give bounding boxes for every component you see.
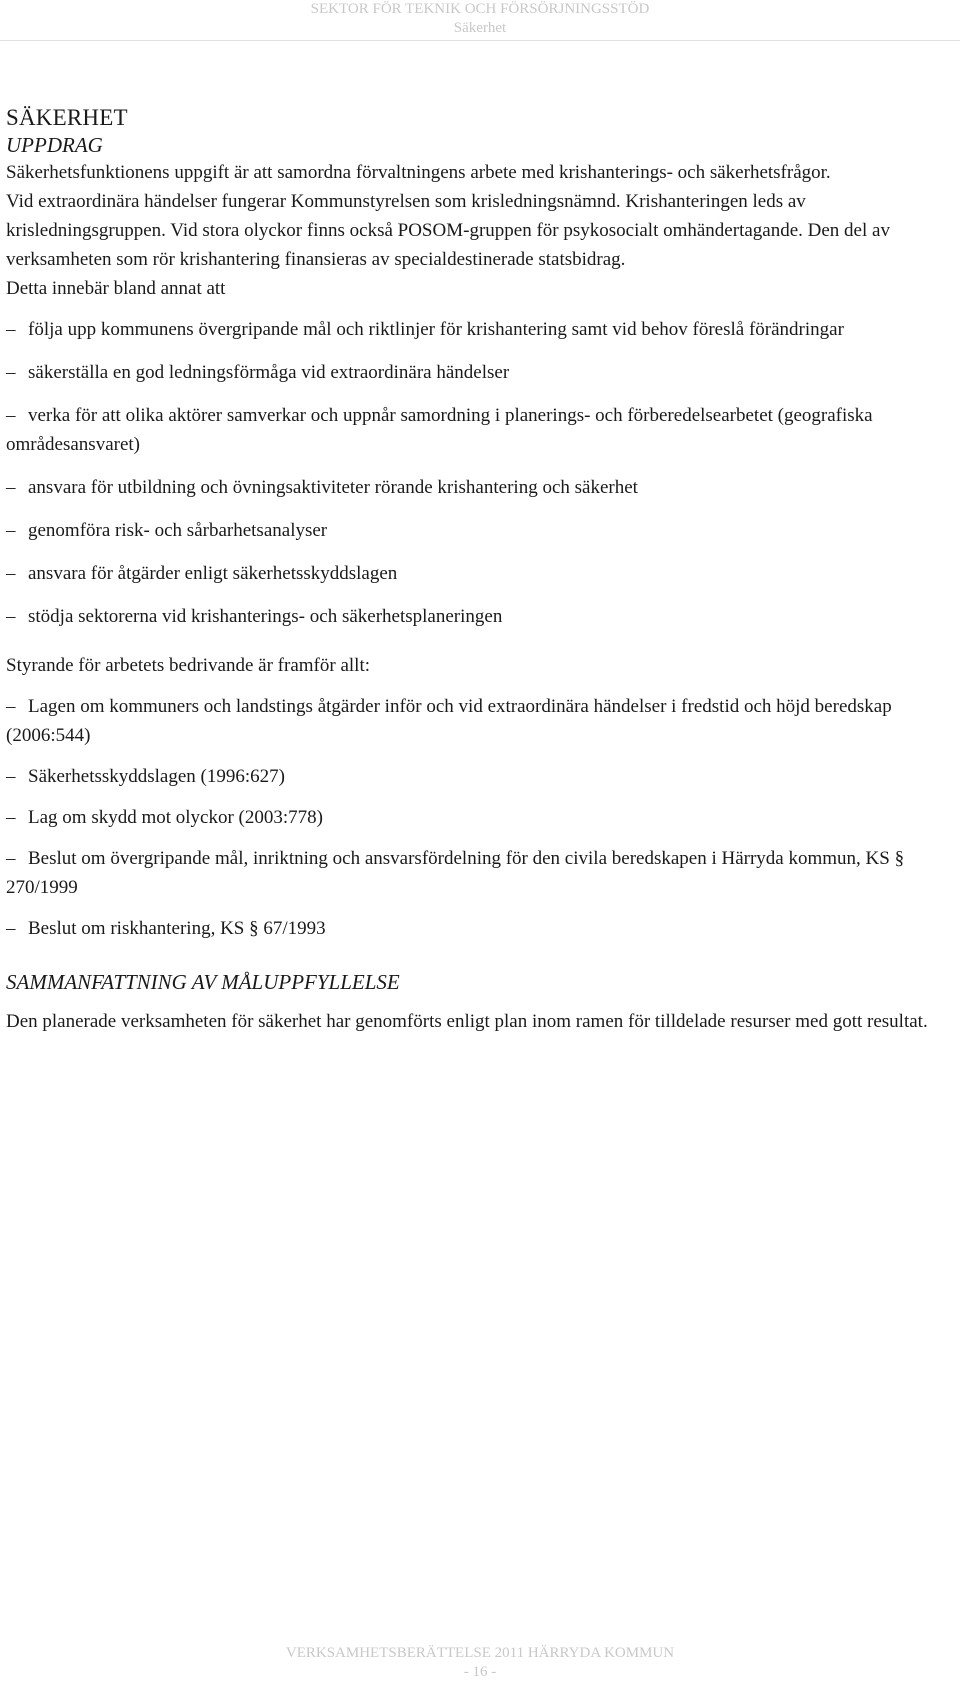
page-header [0,0,960,41]
page-title: SÄKERHET [6,105,128,130]
dash-marker: – [6,362,16,383]
dash-marker: – [6,606,16,627]
dash-marker: – [6,319,16,340]
paragraph-tasks-intro: Detta innebär bland annat att [6,278,226,299]
paragraph-governing-intro: Styrande för arbetets bedrivande är framför allt: [6,655,371,676]
list-item: – Lagen om kommuners och landstings åtgärder inför och vid extraordinära händelser i fredstid och höjd beredskap (2006:544) [6,692,946,750]
list-item: – Beslut om övergripande mål, inriktning och ansvarsfördelning för den civila beredskapen i Härryda kommun, KS § 270/1999 [6,844,946,902]
section-heading-uppdrag: UPPDRAG [6,133,103,157]
task-list [6,315,946,631]
list-item: – Säkerhetsskyddslagen (1996:627) [6,762,946,791]
dash-marker: – [6,766,16,787]
dash-marker: – [6,477,16,498]
dash-marker: – [6,807,16,828]
section-heading-summary: SAMMANFATTNING AV MÅLUPPFYLLELSE [6,970,400,994]
dash-marker: – [6,918,16,939]
header-section: Säkerhet [453,20,507,36]
list-item: – stödja sektorerna vid krishanterings- och säkerhetsplaneringen [6,602,946,631]
list-item: – ansvara för utbildning och övningsaktiviteter rörande krishantering och säkerhet [6,473,946,502]
list-item: – ansvara för åtgärder enligt säkerhetsskyddslagen [6,559,946,588]
list-item: – Beslut om riskhantering, KS § 67/1993 [6,914,946,943]
header-sector: SEKTOR FÖR TEKNIK OCH FÖRSÖRJNINGSSTÖD [310,1,650,17]
list-item: – genomföra risk- och sårbarhetsanalyser [6,516,946,545]
dash-marker: – [6,405,16,426]
list-item: – Lag om skydd mot olyckor (2003:778) [6,803,946,832]
document-body [6,104,946,1036]
footer-report-title: VERKSAMHETSBERÄTTELSE 2011 HÄRRYDA KOMMUN [285,1645,675,1661]
list-item: – säkerställa en god ledningsförmåga vid extraordinära händelser [6,358,946,387]
dash-marker: – [6,563,16,584]
dash-marker: – [6,848,16,869]
dash-marker: – [6,696,16,717]
list-item: – verka för att olika aktörer samverkar och uppnår samordning i planerings- och förberedelsearbetet (geografiska områdesansvaret) [6,401,946,459]
page-number: - 16 - [463,1664,497,1680]
paragraph-purpose: Säkerhetsfunktionens uppgift är att samordna förvaltningens arbete med krishanterings- och säkerhetsfrågor. [6,162,831,183]
list-item: – följa upp kommunens övergripande mål och riktlinjer för krishantering samt vid behov föreslå förändringar [6,315,946,344]
paragraph-crisis-management: Vid extraordinära händelser fungerar Kommunstyrelsen som krisledningsnämnd. Krishanteringen leds av krisledningsgruppen. Vid stora olyckor finns också POSOM-gruppen för psykosocialt omhändertagande. Den del av verksamheten som rör krishantering finansieras av specialdestinerade statsbidrag. [6,191,890,270]
governing-documents-list [6,692,946,943]
page-footer [0,1644,960,1682]
dash-marker: – [6,520,16,541]
paragraph-summary: Den planerade verksamheten för säkerhet har genomförts enligt plan inom ramen för tilldelade resurser med gott resultat. [6,1011,928,1032]
